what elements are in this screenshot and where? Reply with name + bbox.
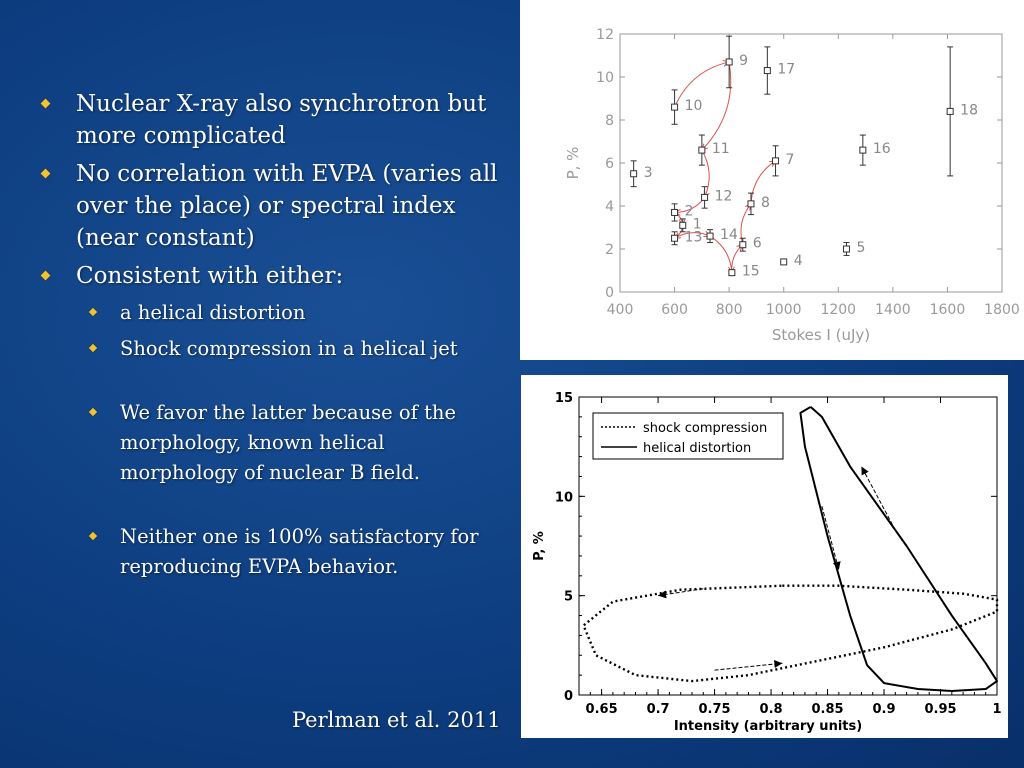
bullet-item (38, 88, 508, 152)
bullet-diamond-icon (89, 408, 97, 416)
bullet-item (38, 522, 508, 582)
data-point-label: 10 (684, 98, 703, 115)
data-point-label: 6 (752, 235, 762, 252)
data-point-label: 17 (777, 61, 796, 78)
plot-frame (620, 34, 1002, 292)
data-point-label: 16 (872, 141, 891, 158)
bullet-diamond-icon (89, 344, 97, 352)
x-tick-label: 0.85 (811, 702, 844, 717)
data-point (680, 222, 686, 228)
data-point (764, 68, 770, 74)
data-point (773, 158, 779, 164)
bullet-item (38, 398, 508, 488)
y-tick-label: 8 (605, 113, 614, 129)
x-tick-label: 1200 (820, 302, 857, 318)
series-line-shock-compression (584, 586, 997, 681)
data-point-label: 3 (643, 164, 653, 181)
y-axis-label: P, % (564, 146, 582, 180)
y-tick-label: 4 (605, 199, 614, 215)
scatter-plot (520, 0, 1024, 360)
data-point-label: 11 (711, 141, 730, 158)
y-tick-label: 0 (563, 689, 573, 704)
data-point-label: 8 (760, 194, 770, 211)
data-point (843, 246, 849, 252)
y-tick-label: 0 (605, 285, 614, 301)
data-point-label: 12 (714, 188, 733, 205)
x-tick-label: 0.95 (924, 702, 957, 717)
series-line-helical-distortion (800, 407, 997, 691)
data-point (748, 201, 754, 207)
data-point (740, 242, 746, 248)
legend-label: shock compression (643, 421, 768, 436)
data-point (781, 259, 787, 265)
x-tick-label: 0.8 (759, 702, 783, 717)
bullet-diamond-icon (89, 532, 97, 540)
direction-arrow (861, 467, 895, 531)
x-tick-label: 600 (661, 302, 688, 318)
data-point (702, 194, 708, 200)
x-tick-label: 1400 (875, 302, 911, 318)
bullet-item (38, 298, 508, 328)
bullet-diamond-icon (41, 99, 51, 109)
bullet-item (38, 158, 508, 254)
data-point (699, 147, 705, 153)
trajectory-arrow (702, 62, 731, 150)
data-point (672, 104, 678, 110)
data-point-label: 5 (856, 240, 866, 256)
bullet-text: We favor the latter because of the morphology, known helical morphology of nuclear B field. (120, 401, 457, 484)
data-point (631, 171, 637, 177)
bullet-item (38, 260, 508, 292)
x-tick-label: 0.75 (698, 702, 731, 717)
bullet-text: a helical distortion (120, 301, 306, 324)
x-tick-label: 0.65 (585, 702, 618, 717)
data-point-label: 15 (741, 263, 760, 280)
direction-arrow (822, 506, 839, 570)
bullet-item (38, 334, 508, 364)
y-tick-label: 2 (605, 242, 614, 258)
data-point-label: 13 (684, 229, 703, 246)
data-point (707, 233, 713, 239)
y-tick-label: 5 (563, 589, 573, 605)
x-tick-label: 0.9 (872, 702, 896, 717)
data-point-label: 1 (692, 216, 702, 233)
data-point (729, 270, 735, 276)
y-tick-label: 15 (554, 391, 573, 406)
x-tick-label: 1800 (984, 302, 1020, 318)
data-point (726, 59, 732, 65)
data-point (947, 108, 953, 114)
bullet-text: Consistent with either: (76, 263, 344, 289)
y-tick-label: 12 (596, 27, 614, 43)
y-tick-label: 10 (596, 70, 614, 86)
data-point-label: 4 (793, 252, 803, 269)
x-axis-label: Stokes I (uJy) (771, 326, 871, 344)
bullet-diamond-icon (41, 271, 51, 281)
data-point (672, 209, 678, 215)
x-tick-label: 800 (715, 302, 743, 318)
loop-plot (521, 375, 1008, 738)
data-point (672, 235, 678, 241)
y-axis-label: P, % (532, 531, 547, 561)
x-tick-label: 400 (606, 302, 634, 318)
citation: Perlman et al. 2011 (292, 708, 501, 732)
x-tick-label: 1 (992, 702, 1002, 717)
bullet-list (38, 88, 508, 588)
y-tick-label: 10 (554, 490, 573, 506)
data-point-label: 2 (684, 203, 694, 220)
y-tick-label: 6 (605, 156, 614, 172)
legend-label: helical distortion (643, 441, 752, 456)
data-point-label: 9 (739, 52, 749, 69)
x-tick-label: 0.7 (646, 702, 670, 717)
data-point-label: 18 (960, 102, 978, 119)
data-point-label: 14 (720, 227, 738, 244)
trajectory-arrow (702, 150, 709, 197)
data-point-label: 7 (785, 151, 795, 168)
loop-plot-panel (521, 375, 1008, 738)
scatter-plot-panel (520, 0, 1024, 360)
bullet-text: Neither one is 100% satisfactory for reproducing EVPA behavior. (120, 525, 479, 578)
bullet-text: Shock compression in a helical jet (120, 337, 458, 360)
bullet-text: Nuclear X-ray also synchrotron but more complicated (76, 91, 487, 149)
x-axis-label: Intensity (arbitrary units) (673, 719, 863, 734)
bullet-text: No correlation with EVPA (varies all over the place) or spectral index (near constant) (76, 161, 498, 251)
bullet-diamond-icon (41, 169, 51, 179)
direction-arrow (715, 663, 783, 670)
bullet-diamond-icon (89, 308, 97, 316)
x-tick-label: 1000 (765, 302, 802, 318)
x-tick-label: 1600 (929, 302, 966, 318)
data-point (860, 147, 866, 153)
